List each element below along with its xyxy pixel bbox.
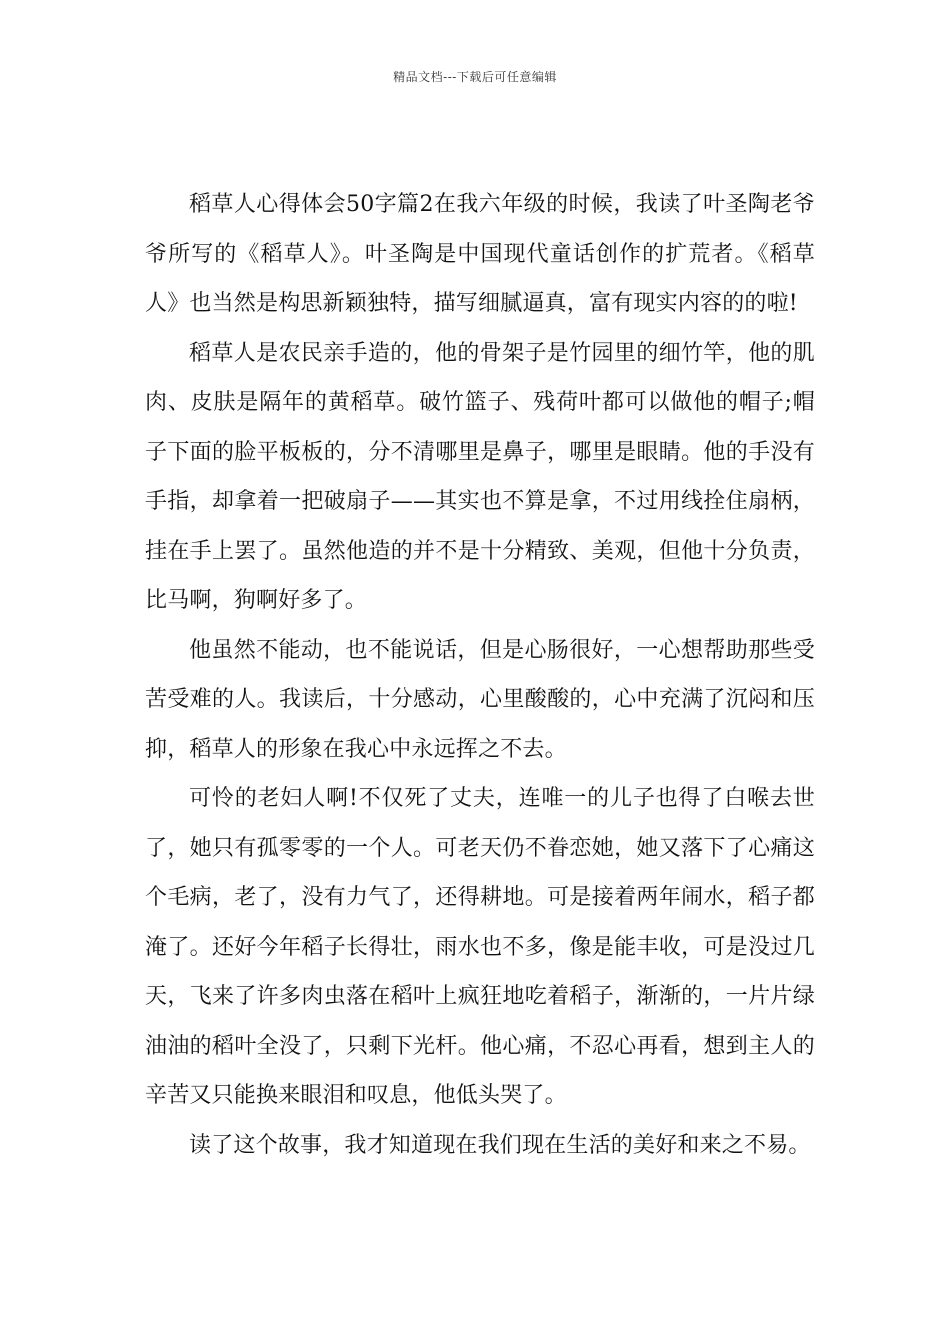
paragraph-1: 稻草人心得体会50字篇2在我六年级的时候，我读了叶圣陶老爷爷所写的《稻草人》。叶圣陶是中国现代童话创作的扩荒者。《稻草人》也当然是构思新颖独特，描写细腻逼真，富有现实内容的的啦! (145, 192, 815, 316)
document-body (145, 180, 815, 1170)
paragraph-3: 他虽然不能动，也不能说话，但是心肠很好，一心想帮助那些受苦受难的人。我读后，十分感动，心里酸酸的，心中充满了沉闷和压抑，稻草人的形象在我心中永远挥之不去。 (145, 637, 815, 762)
paragraph-4: 可怜的老妇人啊!不仅死了丈夫，连唯一的儿子也得了白喉去世了，她只有孤零零的一个人。可老天仍不眷恋她，她又落下了心痛这个毛病，老了，没有力气了，还得耕地。可是接着两年闹水，稻子都淹了。还好今年稻子长得壮，雨水也不多，像是能丰收，可是没过几天，飞来了许多肉虫落在稻叶上疯狂地吃着稻子，渐渐的，一片片绿油油的稻叶全没了，只剩下光杆。他心痛，不忍心再看，想到主人的辛苦又只能换来眼泪和叹息，他低头哭了。 (145, 786, 815, 1108)
page-header: 精品文档---下载后可任意编辑 (393, 70, 557, 84)
paragraph-2: 稻草人是农民亲手造的，他的骨架子是竹园里的细竹竿，他的肌肉、皮肤是隔年的黄稻草。破竹篮子、残荷叶都可以做他的帽子;帽子下面的脸平板板的，分不清哪里是鼻子，哪里是眼睛。他的手没有手指，却拿着一把破扇子——其实也不算是拿，不过用线拴住扇柄，挂在手上罢了。虽然他造的并不是十分精致、美观，但他十分负责，比马啊，狗啊好多了。 (145, 340, 815, 613)
paragraph-5: 读了这个故事，我才知道现在我们现在生活的美好和来之不易。 (189, 1132, 811, 1158)
